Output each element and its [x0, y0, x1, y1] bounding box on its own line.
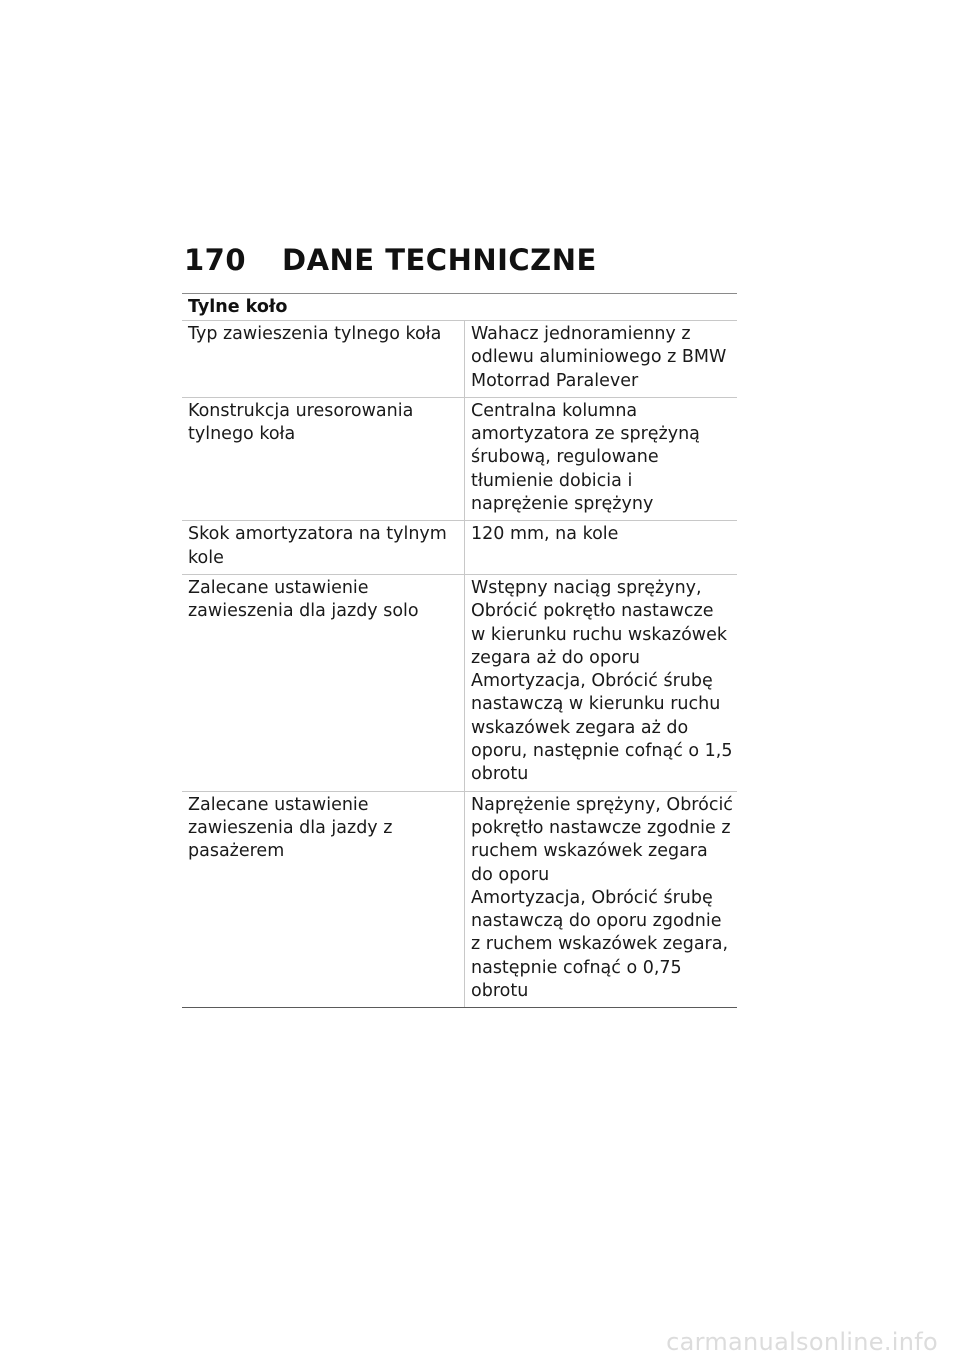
- spec-label: Konstrukcja uresorowania tylnego koła: [182, 398, 465, 520]
- spec-value-line: Wahacz jednoramienny z odlewu aluminiowego z BMW Motorrad Paralever: [471, 324, 727, 391]
- spec-value-line: Amortyzacja, Obrócić śrubę nastawczą do oporu zgodnie z ruchem wskazówek zegara, następnie cofnąć o 0,75 obrotu: [471, 887, 729, 1002]
- spec-value: [465, 792, 737, 1008]
- section-heading: Tylne koło: [182, 293, 737, 321]
- spec-value: [465, 521, 737, 574]
- spec-value-line: 120 mm, na kole: [471, 524, 619, 545]
- spec-label: Typ zawieszenia tylnego koła: [182, 321, 465, 397]
- table-row: [182, 521, 737, 575]
- spec-label: Skok amortyzatora na tylnym kole: [182, 521, 465, 574]
- chapter-title: DANE TECHNICZNE: [282, 243, 597, 277]
- table-row: [182, 321, 737, 398]
- spec-value-line: Centralna kolumna amortyzatora ze sprężyną śrubową, regulowane tłumienie dobicia i naprężenie sprężyny: [471, 400, 700, 515]
- table-row: [182, 792, 737, 1009]
- spec-value: [465, 575, 737, 791]
- page-number: 170: [184, 243, 247, 277]
- page-header: [184, 240, 597, 280]
- spec-value: [465, 321, 737, 397]
- spec-value-line: Naprężenie sprężyny, Obrócić pokrętło nastawcze zgodnie z ruchem wskazówek zegara do oporu: [471, 794, 733, 885]
- table-row: [182, 575, 737, 792]
- spec-label: Zalecane ustawienie zawieszenia dla jazdy solo: [182, 575, 465, 791]
- spec-table: [182, 293, 737, 1008]
- spec-value-line: Wstępny naciąg sprężyny, Obrócić pokrętło nastawcze w kierunku ruchu wskazówek zegara aż do oporu: [471, 577, 728, 668]
- spec-value-line: Amortyzacja, Obrócić śrubę nastawczą w kierunku ruchu wskazówek zegara aż do oporu, następnie cofnąć o 1,5 obrotu: [471, 671, 733, 785]
- table-row: [182, 398, 737, 521]
- spec-value: [465, 398, 737, 520]
- spec-label: Zalecane ustawienie zawieszenia dla jazdy z pasażerem: [182, 792, 465, 1008]
- watermark: carmanualsonline.info: [666, 1328, 938, 1356]
